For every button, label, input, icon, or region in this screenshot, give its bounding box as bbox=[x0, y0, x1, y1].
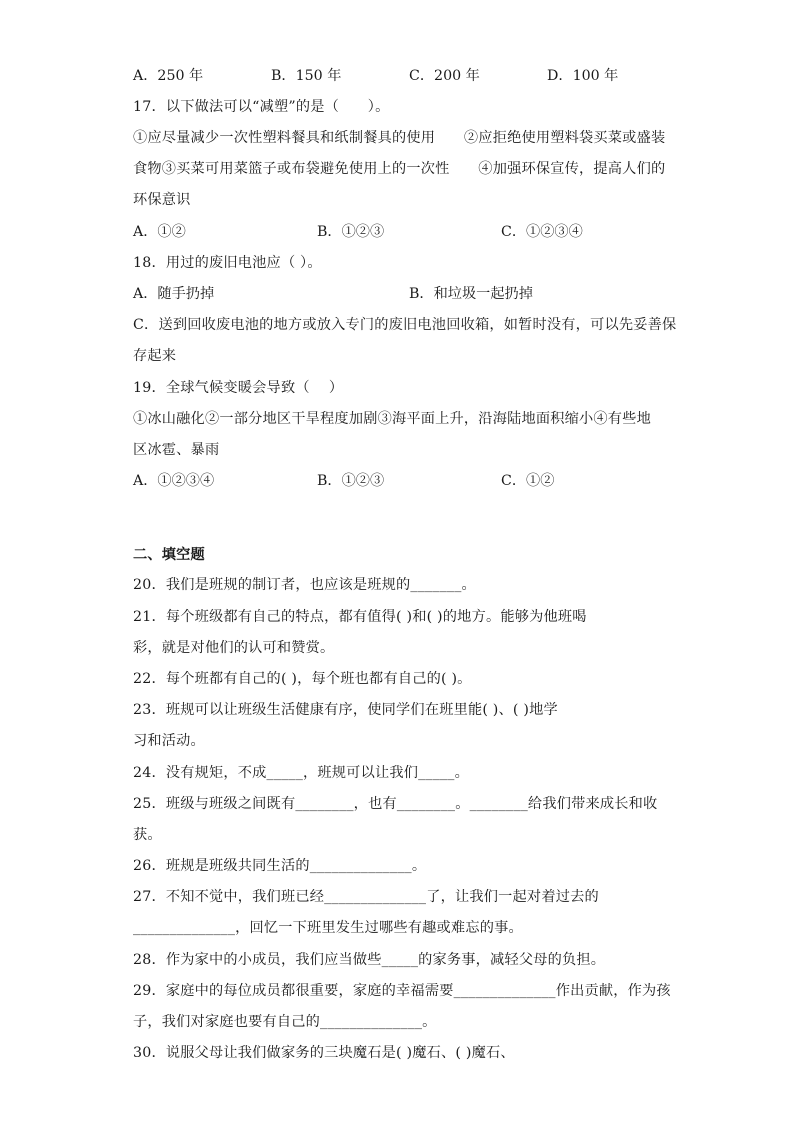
q21-line-2: 彩，就是对他们的认可和赞赏。 bbox=[133, 640, 335, 656]
q18-option-a: A．随手扔掉 bbox=[133, 286, 215, 302]
q26: 26．班规是班级共同生活的______________。 bbox=[133, 858, 427, 874]
q21-line-1: 21．每个班级都有自己的特点，都有值得( )和( )的地方。能够为他班喝 bbox=[133, 609, 587, 625]
q24: 24．没有规矩，不成_____，班规可以让我们_____。 bbox=[133, 765, 469, 781]
q19-option-a: A．①②③④ bbox=[133, 473, 215, 489]
q20: 20．我们是班规的制订者，也应该是班规的_______。 bbox=[133, 577, 476, 593]
q17-option-a: A．①② bbox=[133, 224, 186, 240]
q23-line-1: 23．班规可以让班级生活健康有序，使同学们在班里能( )、( )地学 bbox=[133, 702, 558, 718]
q19-option-c: C．①② bbox=[501, 473, 555, 489]
q25-line-1: 25．班级与班级之间既有________，也有________。________给我们带来成长和收 bbox=[133, 796, 658, 812]
q29-line-1: 29．家庭中的每位成员都很重要，家庭的幸福需要______________作出贡献，作为孩 bbox=[133, 983, 671, 999]
q17-option-b: B．①②③ bbox=[317, 224, 385, 240]
q18-stem: 18．用过的废旧电池应（ ）。 bbox=[133, 255, 322, 271]
q18-option-c-line-2: 存起来 bbox=[133, 348, 177, 364]
q19-option-b: B．①②③ bbox=[317, 473, 385, 489]
q17-stem: 17．以下做法可以“减塑”的是（ ）。 bbox=[133, 99, 390, 115]
q16-option-a: A．250 年 bbox=[133, 68, 204, 84]
q17-line-1: ①应尽量减少一次性塑料餐具和纸制餐具的使用 ②应拒绝使用塑料袋买菜或盛装 bbox=[133, 130, 666, 146]
q19-stem: 19．全球气候变暖会导致（ ） bbox=[133, 380, 344, 396]
q29-line-2: 子，我们对家庭也要有自己的______________。 bbox=[133, 1014, 437, 1030]
q17-line-3: 环保意识 bbox=[133, 192, 191, 208]
q16-option-d: D．100 年 bbox=[547, 68, 619, 84]
q18-option-b: B．和垃圾一起扔掉 bbox=[409, 286, 533, 302]
q16-option-b: B．150 年 bbox=[271, 68, 342, 84]
q27-line-2: ______________，回忆一下班里发生过哪些有趣或难忘的事。 bbox=[133, 920, 523, 936]
q18-option-c-line-1: C．送到回收废电池的地方或放入专门的废旧电池回收箱，如暂时没有，可以先妥善保 bbox=[133, 317, 677, 333]
q28: 28．作为家中的小成员，我们应当做些_____的家务事，减轻父母的负担。 bbox=[133, 952, 606, 968]
q22: 22．每个班都有自己的( )，每个班也都有自己的( )。 bbox=[133, 671, 472, 687]
q19-line-1: ①冰山融化②一部分地区干旱程度加剧③海平面上升，沿海陆地面积缩小④有些地 bbox=[133, 411, 651, 427]
q25-line-2: 获。 bbox=[133, 827, 162, 843]
q16-option-c: C．200 年 bbox=[409, 68, 480, 84]
section-title: 二、填空题 bbox=[133, 547, 205, 563]
q17-line-2: 食物③买菜可用菜篮子或布袋避免使用上的一次性 ④加强环保宣传，提高人们的 bbox=[133, 161, 666, 177]
q17-option-c: C．①②③④ bbox=[501, 224, 583, 240]
q19-line-2: 区冰雹、暴雨 bbox=[133, 442, 220, 458]
q27-line-1: 27．不知不觉中，我们班已经______________了，让我们一起对着过去的 bbox=[133, 889, 599, 905]
q30: 30．说服父母让我们做家务的三块魔石是( )魔石、( )魔石、 bbox=[133, 1045, 515, 1061]
q23-line-2: 习和活动。 bbox=[133, 733, 205, 749]
